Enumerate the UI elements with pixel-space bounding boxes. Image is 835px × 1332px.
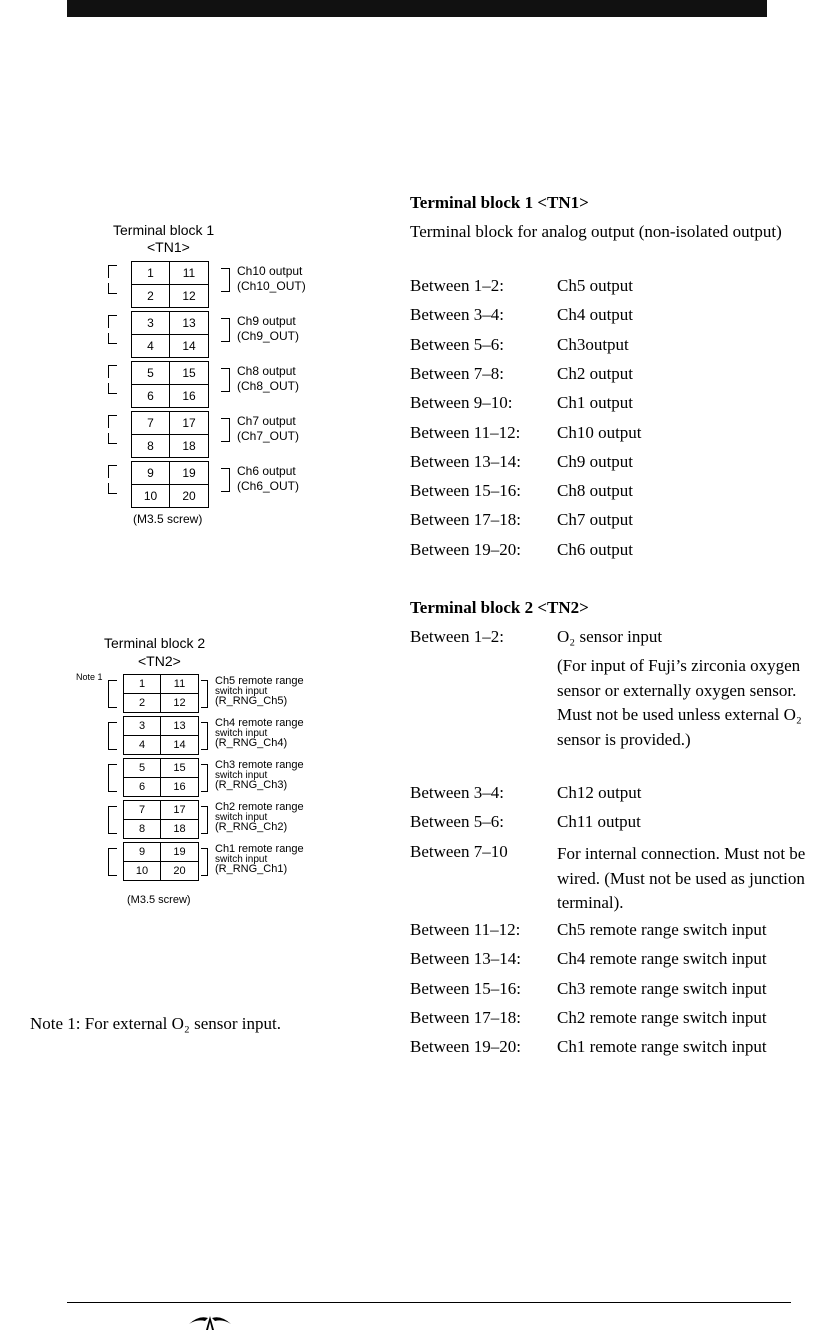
row-key: Between 7–10	[410, 842, 508, 861]
terminal-cell: 12	[169, 284, 209, 308]
bracket-right-icon	[201, 806, 208, 834]
row-value: Ch6 output	[557, 539, 634, 559]
terminal-label-right-sub: switch input	[215, 728, 268, 739]
terminal-label-right-code: (Ch10_OUT)	[237, 279, 306, 293]
row-key: Between 9–10:	[410, 393, 513, 413]
tn2-screw-note: (M3.5 screw)	[127, 894, 191, 906]
terminal-label-right: Ch3 remote range	[215, 759, 304, 771]
terminal-cell: 16	[169, 384, 209, 408]
terminal-cell: 4	[131, 334, 170, 358]
row-value: Ch5 remote range switch input	[557, 920, 767, 939]
row-value: Ch2 output	[557, 363, 634, 383]
terminal-cell: 19	[160, 842, 199, 862]
terminal-cell: 14	[169, 334, 209, 358]
row-key: Between 1–2:	[410, 276, 504, 295]
company-logo-icon	[185, 1314, 235, 1332]
terminal-cell: 8	[123, 819, 161, 839]
row-value: Ch2 remote range switch input	[557, 1007, 767, 1027]
row-value: Ch1 output	[557, 393, 634, 413]
row-key: Between 5–6:	[410, 334, 504, 354]
terminal-label-right: Ch9 output	[237, 314, 296, 328]
bracket-right-icon	[201, 722, 208, 750]
tn1-diagram-title: Terminal block 1	[113, 222, 215, 238]
bracket-right-icon	[201, 848, 208, 876]
tn2-note-ref: Note 1	[76, 672, 103, 682]
tn2-row-1-2-desc: (For input of Fuji’s zirconia oxygen sensor or externally oxygen sensor. Must not be used unless external O₂ sensor is provided.)	[557, 656, 802, 749]
row-value: Ch4 output	[557, 305, 634, 325]
row-key: Between 3–4:	[410, 783, 504, 802]
terminal-label-right-code: (R_RNG_Ch4)	[215, 737, 288, 749]
terminal-label-right-code: (R_RNG_Ch5)	[215, 695, 288, 707]
terminal-cell: 18	[169, 434, 209, 458]
terminal-cell: 7	[131, 411, 170, 435]
terminal-cell: 12	[160, 693, 199, 713]
row-key: Between 19–20:	[410, 1037, 521, 1057]
row-key: Between 11–12:	[410, 920, 521, 939]
terminal-cell: 18	[160, 819, 199, 839]
terminal-cell: 17	[160, 800, 199, 820]
terminal-label-right: Ch6 output	[237, 464, 296, 478]
terminal-label-right-sub: switch input	[215, 770, 268, 781]
terminal-cell: 15	[169, 361, 209, 385]
row-key: Between 1–2:	[410, 627, 504, 646]
terminal-label-right: Ch5 remote range	[215, 675, 304, 687]
terminal-label-right: Ch8 output	[237, 364, 296, 378]
tn2-diagram-tag: <TN2>	[138, 653, 181, 669]
row-key: Between 5–6:	[410, 812, 504, 831]
terminal-cell: 20	[160, 861, 199, 881]
row-value: Ch12 output	[557, 783, 642, 802]
terminal-cell: 20	[169, 484, 209, 508]
terminal-cell: 17	[169, 411, 209, 435]
terminal-label-right-sub: switch input	[215, 686, 268, 697]
tn1-heading: Terminal block 1 <TN1>	[410, 193, 589, 212]
terminal-label-right-code: (Ch9_OUT)	[237, 329, 300, 343]
terminal-cell: 1	[131, 261, 170, 285]
row-key: Between 15–16:	[410, 481, 521, 501]
terminal-cell: 10	[131, 484, 170, 508]
bracket-right-icon	[201, 680, 208, 708]
terminal-cell: 11	[160, 674, 199, 694]
terminal-label-right: Ch7 output	[237, 414, 296, 428]
row-key: Between 15–16:	[410, 978, 521, 998]
terminal-cell: 16	[160, 777, 199, 797]
terminal-cell: 3	[123, 716, 161, 736]
terminal-cell: 11	[169, 261, 209, 285]
row-key: Between 13–14:	[410, 949, 521, 969]
terminal-label-right-sub: switch input	[215, 812, 268, 823]
row-key: Between 13–14:	[410, 451, 521, 471]
row-key: Between 11–12:	[410, 422, 521, 442]
terminal-cell: 6	[131, 384, 170, 408]
row-value: Ch1 remote range switch input	[557, 1037, 767, 1057]
row-key: Between 19–20:	[410, 539, 521, 559]
footnote: Note 1: For external O₂ sensor input.	[30, 1014, 281, 1033]
tn2-heading: Terminal block 2 <TN2>	[410, 598, 589, 617]
terminal-cell: 13	[169, 311, 209, 335]
row-key: Between 7–8:	[410, 363, 504, 383]
row-key: Between 17–18:	[410, 1007, 521, 1027]
bracket-right-icon	[201, 764, 208, 792]
terminal-cell: 9	[123, 842, 161, 862]
row-value: Ch3output	[557, 334, 629, 354]
row-key: Between 17–18:	[410, 510, 521, 530]
row-value: Ch3 remote range switch input	[557, 978, 767, 998]
bracket-left-icon	[108, 806, 117, 834]
tn2-diagram-title: Terminal block 2	[104, 635, 206, 651]
row-value: Ch5 output	[557, 276, 634, 295]
terminal-cell: 5	[131, 361, 170, 385]
tn1-diagram-tag: <TN1>	[147, 239, 190, 255]
terminal-cell: 2	[123, 693, 161, 713]
terminal-cell: 1	[123, 674, 161, 694]
terminal-label-right-code: (R_RNG_Ch3)	[215, 779, 288, 791]
row-value: Ch8 output	[557, 481, 634, 501]
terminal-label-right-code: (R_RNG_Ch1)	[215, 863, 288, 875]
footer-rule	[67, 1302, 791, 1303]
bracket-left-icon	[108, 680, 117, 708]
terminal-cell: 8	[131, 434, 170, 458]
terminal-cell: 10	[123, 861, 161, 881]
terminal-label-right-sub: switch input	[215, 854, 268, 865]
tn2-diagram	[0, 0, 400, 920]
terminal-cell: 13	[160, 716, 199, 736]
row-key: Between 3–4:	[410, 305, 504, 325]
row-value: O₂ sensor input	[557, 627, 663, 646]
bracket-left-icon	[108, 722, 117, 750]
terminal-cell: 9	[131, 461, 170, 485]
tn2-row-7-10-desc: For internal connection. Must not be wired. (Must not be used as junction terminal).	[557, 844, 806, 912]
terminal-cell: 15	[160, 758, 199, 778]
tn1-screw-note: (M3.5 screw)	[133, 512, 203, 526]
terminal-cell: 6	[123, 777, 161, 797]
terminal-cell: 3	[131, 311, 170, 335]
terminal-label-right: Ch1 remote range	[215, 843, 304, 855]
row-value: Ch11 output	[557, 812, 641, 831]
terminal-label-right-code: (Ch7_OUT)	[237, 429, 300, 443]
row-value: Ch4 remote range switch input	[557, 949, 767, 969]
row-value: Ch9 output	[557, 451, 634, 471]
terminal-cell: 2	[131, 284, 170, 308]
terminal-cell: 5	[123, 758, 161, 778]
terminal-label-right-code: (Ch6_OUT)	[237, 479, 300, 493]
terminal-label-right: Ch2 remote range	[215, 801, 304, 813]
terminal-cell: 19	[169, 461, 209, 485]
terminal-label-right-code: (Ch8_OUT)	[237, 379, 300, 393]
terminal-label-right: Ch10 output	[237, 264, 303, 278]
row-value: Ch7 output	[557, 510, 634, 530]
terminal-cell: 7	[123, 800, 161, 820]
tn1-description: Terminal block for analog output (non-isolated output)	[410, 222, 782, 241]
row-value: Ch10 output	[557, 422, 642, 442]
bracket-left-icon	[108, 764, 117, 792]
bracket-left-icon	[108, 848, 117, 876]
terminal-cell: 14	[160, 735, 199, 755]
terminal-label-right: Ch4 remote range	[215, 717, 304, 729]
terminal-label-right-code: (R_RNG_Ch2)	[215, 821, 288, 833]
terminal-cell: 4	[123, 735, 161, 755]
